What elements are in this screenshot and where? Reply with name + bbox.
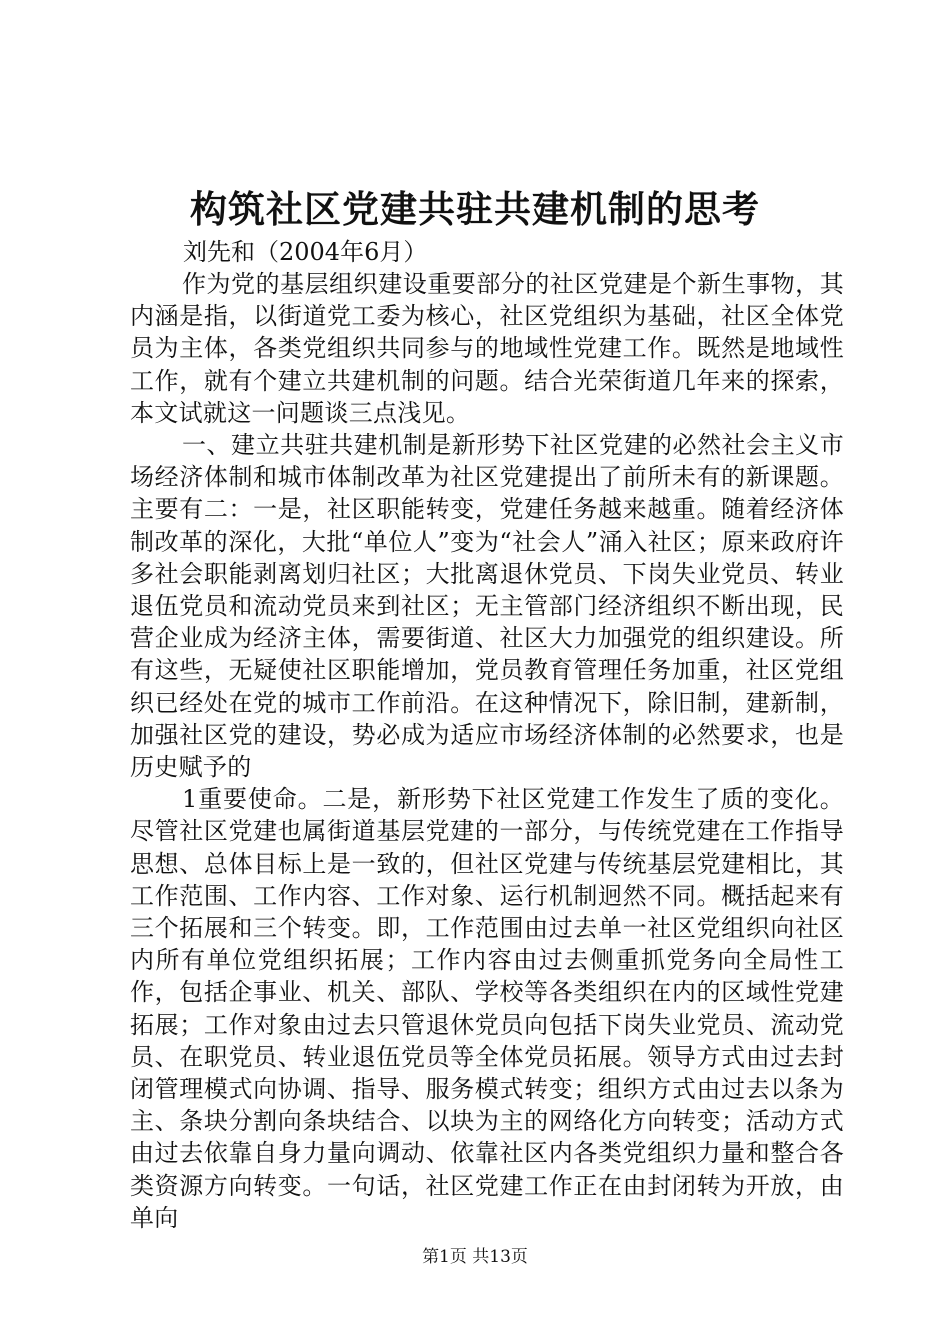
paragraph: 1重要使命。二是，新形势下社区党建工作发生了质的变化。尽管社区党建也属街道基层党建的一部分，与传统党建在工作指导思想、总体目标上是一致的，但社区党建与传统基层党建相比，其工作范围、工作内容、工作对象、运行机制迥然不同。概括起来有三个拓展和三个转变。即，工作范围由过去单一社区党组织向社区内所有单位党组织拓展；工作内容由过去侧重抓党务向全局性工作，包括企事业、机关、部队、学校等各类组织在内的区域性党建拓展；工作对象由过去只管退休党员向包括下岗失业党员、流动党员、在职党员、转业退伍党员等全体党员拓展。领导方式由过去封闭管理模式向协调、指导、服务模式转变；组织方式由过去以条为主、条块分割向条块结合、以块为主的网络化方向转变；活动方式由过去依靠自身力量向调动、依靠社区内各类党组织力量和整合各类资源方向转变。一句话，社区党建工作正在由封闭转为开放，由单向: [130, 785, 844, 1232]
paragraph: 作为党的基层组织建设重要部分的社区党建是个新生事物，其内涵是指，以街道党工委为核心，社区党组织为基础，社区全体党员为主体，各类党组织共同参与的地域性党建工作。既然是地域性工作，就有个建立共建机制的问题。结合光荣街道几年来的探索，本文试就这一问题谈三点浅见。: [130, 270, 844, 427]
paragraph: 一、建立共驻共建机制是新形势下社区党建的必然社会主义市场经济体制和城市体制改革为社区党建提出了前所未有的新课题。主要有二：一是，社区职能转变，党建任务越来越重。随着经济体制改革的深化，大批“单位人”变为“社会人”涌入社区；原来政府许多社会职能剥离划归社区；大批离退休党员、下岗失业党员、转业退伍党员和流动党员来到社区；无主管部门经济组织不断出现，民营企业成为经济主体，需要街道、社区大力加强党的组织建设。所有这些，无疑使社区职能增加，党员教育管理任务加重，社区党组织已经处在党的城市工作前沿。在这种情况下，除旧制，建新制，加强社区党的建设，势必成为适应市场经济体制的必然要求，也是历史赋予的: [130, 431, 844, 782]
page-footer: 第1页 共13页: [422, 1247, 528, 1267]
document-title: 构筑社区党建共驻共建机制的思考: [190, 187, 760, 231]
author-line: 刘先和（2004年6月）: [183, 238, 428, 266]
document-body: [130, 268, 844, 1234]
